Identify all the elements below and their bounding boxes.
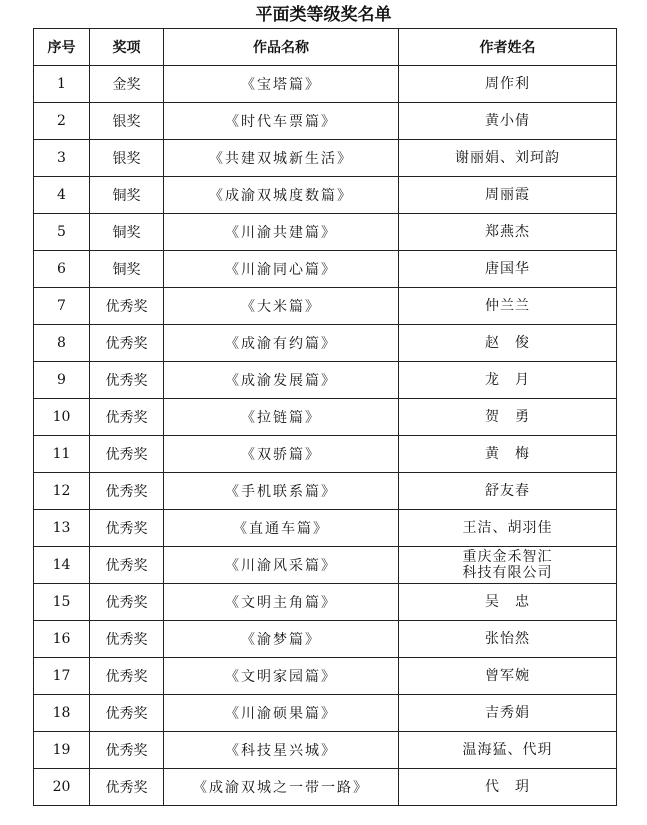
cell-no: 2: [34, 103, 90, 140]
cell-author: 吴 忠: [399, 584, 617, 621]
cell-no: 12: [34, 473, 90, 510]
cell-author: 赵 俊: [399, 325, 617, 362]
cell-author: 郑燕杰: [399, 214, 617, 251]
cell-no: 11: [34, 436, 90, 473]
cell-award: 银奖: [90, 103, 164, 140]
cell-no: 13: [34, 510, 90, 547]
cell-work: 《共建双城新生活》: [164, 140, 399, 177]
table-row: [34, 140, 617, 177]
cell-work: 《大米篇》: [164, 288, 399, 325]
cell-work: 《川渝同心篇》: [164, 251, 399, 288]
table-row: [34, 695, 617, 732]
cell-no: 20: [34, 769, 90, 806]
table-row: [34, 362, 617, 399]
cell-award: 优秀奖: [90, 547, 164, 584]
cell-work: 《时代车票篇》: [164, 103, 399, 140]
table-row: [34, 510, 617, 547]
cell-work: 《川渝风采篇》: [164, 547, 399, 584]
cell-work: 《川渝共建篇》: [164, 214, 399, 251]
cell-award: 优秀奖: [90, 510, 164, 547]
cell-no: 16: [34, 621, 90, 658]
cell-no: 18: [34, 695, 90, 732]
cell-work: 《文明家园篇》: [164, 658, 399, 695]
cell-work: 《科技星兴城》: [164, 732, 399, 769]
cell-work: 《文明主角篇》: [164, 584, 399, 621]
cell-work: 《直通车篇》: [164, 510, 399, 547]
cell-work: 《双骄篇》: [164, 436, 399, 473]
table-row: [34, 66, 617, 103]
cell-award: 优秀奖: [90, 658, 164, 695]
cell-no: 9: [34, 362, 90, 399]
table-row: [34, 103, 617, 140]
table-header-row: [34, 29, 617, 66]
cell-award: 优秀奖: [90, 769, 164, 806]
cell-author: 黄 梅: [399, 436, 617, 473]
cell-author: 温海猛、代玥: [399, 732, 617, 769]
table-row: [34, 214, 617, 251]
cell-author: 吉秀娟: [399, 695, 617, 732]
cell-work: 《成渝双城之一带一路》: [164, 769, 399, 806]
cell-award: 金奖: [90, 66, 164, 103]
cell-award: 银奖: [90, 140, 164, 177]
header-award: 奖项: [90, 29, 164, 66]
cell-no: 3: [34, 140, 90, 177]
table-row: [34, 473, 617, 510]
cell-work: 《渝梦篇》: [164, 621, 399, 658]
cell-no: 8: [34, 325, 90, 362]
cell-no: 5: [34, 214, 90, 251]
cell-work: 《川渝硕果篇》: [164, 695, 399, 732]
cell-award: 优秀奖: [90, 473, 164, 510]
cell-author: 周作利: [399, 66, 617, 103]
cell-author: 贺 勇: [399, 399, 617, 436]
cell-author: 代 玥: [399, 769, 617, 806]
cell-author: 龙 月: [399, 362, 617, 399]
cell-author: 仲兰兰: [399, 288, 617, 325]
cell-work: 《成渝发展篇》: [164, 362, 399, 399]
cell-award: 铜奖: [90, 177, 164, 214]
table-row: [34, 732, 617, 769]
cell-award: 优秀奖: [90, 436, 164, 473]
cell-award: 优秀奖: [90, 325, 164, 362]
cell-author: 王洁、胡羽佳: [399, 510, 617, 547]
cell-work: 《手机联系篇》: [164, 473, 399, 510]
table-row: [34, 621, 617, 658]
table-row: [34, 288, 617, 325]
header-author: 作者姓名: [399, 29, 617, 66]
cell-author: 周丽霞: [399, 177, 617, 214]
cell-no: 14: [34, 547, 90, 584]
cell-award: 铜奖: [90, 214, 164, 251]
cell-author: 舒友春: [399, 473, 617, 510]
cell-no: 7: [34, 288, 90, 325]
table-row: [34, 658, 617, 695]
cell-author: 谢丽娟、刘珂韵: [399, 140, 617, 177]
cell-award: 优秀奖: [90, 584, 164, 621]
header-work: 作品名称: [164, 29, 399, 66]
cell-work: 《拉链篇》: [164, 399, 399, 436]
table-row: [34, 769, 617, 806]
header-no: 序号: [34, 29, 90, 66]
table-row: [34, 547, 617, 584]
cell-no: 17: [34, 658, 90, 695]
cell-award: 优秀奖: [90, 621, 164, 658]
table-row: [34, 436, 617, 473]
cell-author: 张怡然: [399, 621, 617, 658]
table-row: [34, 177, 617, 214]
cell-award: 优秀奖: [90, 399, 164, 436]
cell-award: 优秀奖: [90, 695, 164, 732]
table-row: [34, 251, 617, 288]
table-row: [34, 399, 617, 436]
cell-no: 1: [34, 66, 90, 103]
cell-work: 《成渝有约篇》: [164, 325, 399, 362]
cell-no: 15: [34, 584, 90, 621]
cell-award: 优秀奖: [90, 732, 164, 769]
table-row: [34, 325, 617, 362]
cell-award: 优秀奖: [90, 362, 164, 399]
cell-author: 唐国华: [399, 251, 617, 288]
award-table: [33, 28, 617, 806]
cell-no: 4: [34, 177, 90, 214]
page-title: 平面类等级奖名单: [255, 5, 392, 25]
cell-award: 铜奖: [90, 251, 164, 288]
table-row: [34, 584, 617, 621]
cell-author: 曾军婉: [399, 658, 617, 695]
cell-no: 10: [34, 399, 90, 436]
cell-no: 6: [34, 251, 90, 288]
cell-author: 黄小倩: [399, 103, 617, 140]
cell-no: 19: [34, 732, 90, 769]
cell-work: 《成渝双城度数篇》: [164, 177, 399, 214]
cell-work: 《宝塔篇》: [164, 66, 399, 103]
cell-author: 重庆金禾智汇 科技有限公司: [399, 547, 617, 584]
cell-award: 优秀奖: [90, 288, 164, 325]
